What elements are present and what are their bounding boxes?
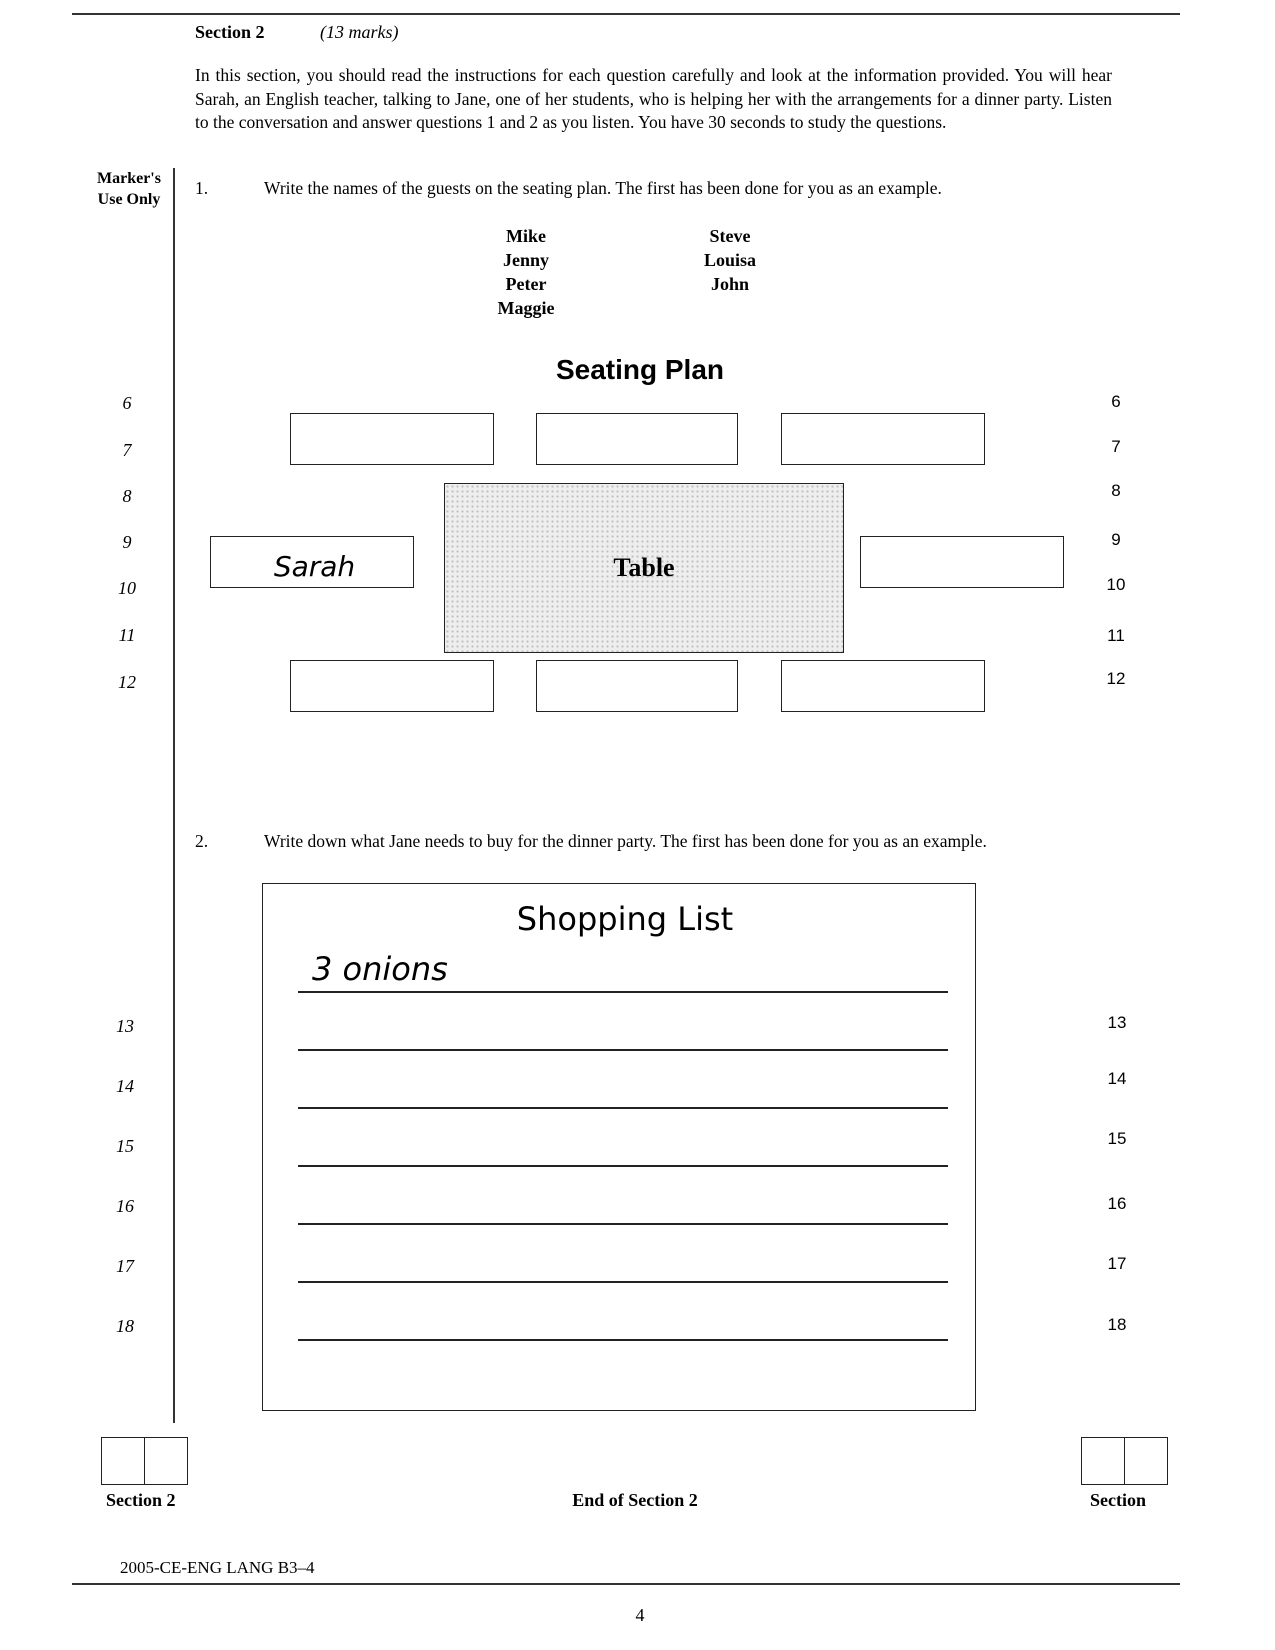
answer-number: 16 xyxy=(1107,1194,1127,1213)
example-seat-name: Sarah xyxy=(273,550,356,583)
shopping-answer-line[interactable] xyxy=(298,1165,948,1167)
seat-bottom-left[interactable] xyxy=(290,660,494,712)
marker-use-only-label: Marker's Use Only xyxy=(97,170,161,208)
guest-name: Maggie xyxy=(497,298,555,318)
exam-code: 2005-CE-ENG LANG B3–4 xyxy=(120,1558,315,1577)
marker-number: 11 xyxy=(118,625,136,645)
seat-bottom-middle[interactable] xyxy=(536,660,738,712)
left-section-label: Section 2 xyxy=(106,1490,176,1510)
guest-names-column-1 xyxy=(466,224,586,320)
answer-number: 9 xyxy=(1111,530,1121,549)
right-score-box-1[interactable] xyxy=(1081,1437,1125,1485)
marker-number: 14 xyxy=(116,1076,134,1096)
guest-names-column-2 xyxy=(670,224,790,296)
answer-number: 13 xyxy=(1107,1013,1127,1032)
answer-number: 15 xyxy=(1107,1129,1127,1148)
guest-name: Louisa xyxy=(703,250,757,270)
question-2-text: Write down what Jane needs to buy for the dinner party. The first has been done for you as an example. xyxy=(264,831,987,851)
marker-column-rule xyxy=(173,168,175,1423)
shopping-answer-line[interactable] xyxy=(298,1107,948,1109)
marker-number: 16 xyxy=(116,1196,134,1216)
seat-bottom-right[interactable] xyxy=(781,660,985,712)
seat-right[interactable] xyxy=(860,536,1064,588)
shopping-answer-line[interactable] xyxy=(298,1049,948,1051)
example-shopping-item: 3 onions xyxy=(312,950,448,988)
guest-name: Steve xyxy=(709,226,751,246)
marker-number: 10 xyxy=(118,578,136,598)
marker-number: 12 xyxy=(118,672,136,692)
answer-number: 11 xyxy=(1107,626,1125,645)
shopping-answer-line[interactable] xyxy=(298,1281,948,1283)
marker-number: 6 xyxy=(122,393,132,413)
marker-number: 17 xyxy=(116,1256,134,1276)
shopping-answer-line[interactable] xyxy=(298,1223,948,1225)
seat-top-middle[interactable] xyxy=(536,413,738,465)
end-of-section-label: End of Section 2 xyxy=(572,1490,698,1510)
section-marks: (13 marks) xyxy=(320,22,399,42)
right-section-label: Section xyxy=(1090,1490,1146,1510)
instructions-paragraph: In this section, you should read the instructions for each question carefully and look at the information provided. You will hear Sarah, an English teacher, talking to Jane, one of her students, who is helping her with the arrangements for a dinner party. Listen to the conversation and answer questions 1 and 2 as you listen. You have 30 seconds to study the questions. xyxy=(195,65,1112,132)
marker-number: 9 xyxy=(122,532,132,552)
answer-number: 12 xyxy=(1106,669,1126,688)
question-2-number: 2. xyxy=(195,831,209,851)
guest-name: Mike xyxy=(506,226,546,246)
marker-number: 18 xyxy=(116,1316,134,1336)
right-score-box-2[interactable] xyxy=(1124,1437,1168,1485)
answer-number: 10 xyxy=(1106,575,1126,594)
marker-number: 15 xyxy=(116,1136,134,1156)
guest-name: Peter xyxy=(505,274,547,294)
seat-top-right[interactable] xyxy=(781,413,985,465)
shopping-line-example xyxy=(298,991,948,993)
guest-name: John xyxy=(710,274,750,294)
left-score-box-2[interactable] xyxy=(144,1437,188,1485)
answer-number: 18 xyxy=(1107,1315,1127,1334)
marker-number: 7 xyxy=(122,440,132,460)
shopping-list-title: Shopping List xyxy=(516,900,734,938)
seating-plan-title: Seating Plan xyxy=(555,354,725,385)
marker-number: 8 xyxy=(122,486,132,506)
guest-name: Jenny xyxy=(502,250,549,270)
section-title: Section 2 xyxy=(195,22,265,42)
left-score-box-1[interactable] xyxy=(101,1437,145,1485)
page-number: 4 xyxy=(635,1605,645,1625)
table-label: Table xyxy=(613,553,675,582)
shopping-answer-line[interactable] xyxy=(298,1339,948,1341)
answer-number: 6 xyxy=(1111,392,1121,411)
answer-number: 8 xyxy=(1111,481,1121,500)
answer-number: 7 xyxy=(1111,437,1121,456)
marker-number: 13 xyxy=(116,1016,134,1036)
bottom-rule xyxy=(72,1583,1180,1585)
answer-number: 17 xyxy=(1107,1254,1127,1273)
answer-number: 14 xyxy=(1107,1069,1127,1088)
question-1-text: Write the names of the guests on the seating plan. The first has been done for you as an example. xyxy=(264,178,942,198)
top-rule xyxy=(72,13,1180,15)
seat-top-left[interactable] xyxy=(290,413,494,465)
question-1-number: 1. xyxy=(195,178,209,198)
